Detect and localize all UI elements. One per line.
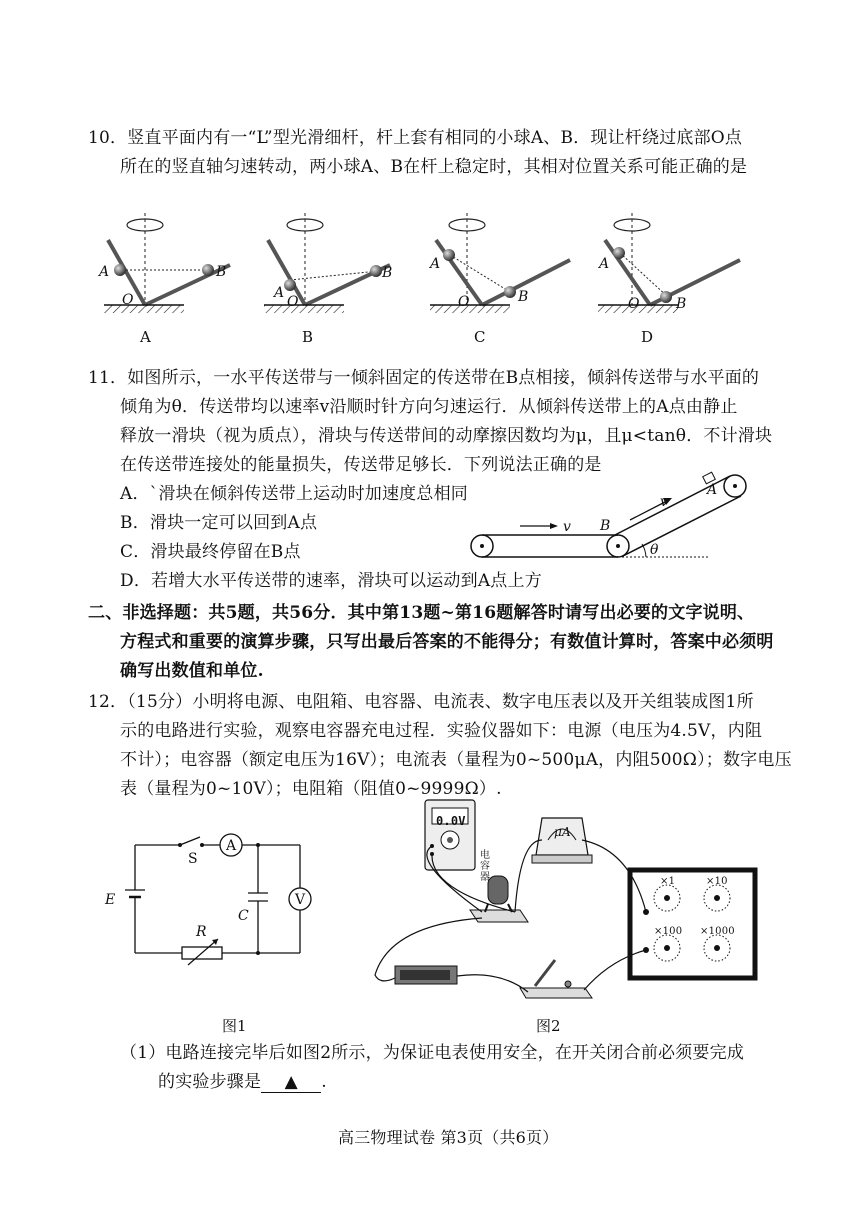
q10-b-label-a: A xyxy=(274,285,285,301)
q10-line2: 所在的竖直轴匀速转动，两小球A、B在杆上稳定时，其相对位置关系可能正确的是 xyxy=(120,157,748,177)
q11-fig-b: B xyxy=(600,518,611,534)
q10-c-label-b: B xyxy=(518,289,529,305)
q10-c-label-a: A xyxy=(430,256,441,272)
fig2-caption: 图2 xyxy=(536,1017,561,1035)
fig2-x1: ×1 xyxy=(660,876,676,887)
q10-a-label-a: A xyxy=(99,264,110,280)
q10-b-label-o: O xyxy=(287,294,299,310)
q10-a-label-b: B xyxy=(216,264,227,280)
q11-option-c: C．滑块最终停留在B点 xyxy=(120,542,301,562)
page-footer: 高三物理试卷 第3页（共6页） xyxy=(338,1128,559,1147)
section2-line3: 确写出数值和单位. xyxy=(120,661,264,681)
q12-sub1-suffix: . xyxy=(321,1072,327,1092)
q10-option-c: C xyxy=(474,328,486,346)
section2-line1: 二、非选择题：共5题，共56分．其中第13题~第16题解答时请写出必要的文字说明、 xyxy=(88,603,755,623)
q10-c-label-o: O xyxy=(458,294,470,310)
q11-fig-v-incline: v xyxy=(660,494,669,510)
q10-fig-d xyxy=(598,213,740,313)
q10-b-label-b: B xyxy=(382,265,393,281)
fig2-x1000: ×1000 xyxy=(700,926,735,937)
q11-fig-v-horizontal: v xyxy=(563,519,572,535)
q10-fig-c xyxy=(430,213,570,313)
q12-sub1-line2 xyxy=(158,1072,327,1093)
q10-figures xyxy=(0,205,868,355)
q11-fig-a: A xyxy=(707,482,718,498)
fig1-label-a: A xyxy=(226,838,237,854)
q12-sub1-line1: （1）电路连接完毕后如图2所示，为保证电表使用安全，在开关闭合前必须要完成 xyxy=(120,1043,745,1063)
q12-line3: 不计）；电容器（额定电压为16V）；电流表（量程为0~500μA，内阻500Ω）；数字电压 xyxy=(120,750,792,770)
fig1-label-e: E xyxy=(105,892,116,908)
fig2-voltmeter-display: 0.0V xyxy=(436,814,466,828)
q12-fig1-circuit xyxy=(120,835,320,975)
q11-line4: 在传送带连接处的能量损失，传送带足够长．下列说法正确的是 xyxy=(120,455,602,475)
fig2-x100: ×100 xyxy=(654,926,683,937)
q10-option-a: A xyxy=(140,328,151,346)
q12-line2: 示的电路进行实验，观察电容器充电过程．实验仪器如下：电源（电压为4.5V，内阻 xyxy=(120,721,763,741)
q12-line4: 表（量程为0~10V）；电阻箱（阻值0~9999Ω）. xyxy=(120,779,502,799)
q10-option-d: D xyxy=(641,328,654,346)
fig1-label-c: C xyxy=(238,908,249,924)
q12-sub1-prefix: 的实验步骤是 xyxy=(158,1072,262,1092)
q11-conveyor-figure xyxy=(470,460,770,580)
q10-d-label-a: A xyxy=(599,256,610,272)
fig1-label-r: R xyxy=(196,924,207,940)
answer-blank[interactable]: ▲ xyxy=(261,1072,321,1093)
q10-d-label-o: O xyxy=(628,296,640,312)
q11-option-a: A．`滑块在倾斜传送带上运动时加速度总相同 xyxy=(120,484,468,504)
q11-option-b: B．滑块一定可以回到A点 xyxy=(120,513,318,533)
fig2-capacitor-label: 电容器 xyxy=(480,850,490,883)
q11-line2: 倾角为θ．传送带均以速率v沿顺时针方向匀速运行．从倾斜传送带上的A点由静止 xyxy=(120,397,738,417)
section2-line2: 方程式和重要的演算步骤，只写出最后答案的不能得分；有数值计算时，答案中必须明 xyxy=(120,632,774,652)
q10-line1: 10．竖直平面内有一“L”型光滑细杆，杆上套有相同的小球A、B．现让杆绕过底部O点 xyxy=(88,128,743,148)
q10-option-b: B xyxy=(302,328,314,346)
q11-option-d: D．若增大水平传送带的速率，滑块可以运动到A点上方 xyxy=(120,571,542,591)
fig1-label-v: V xyxy=(295,892,306,908)
q10-a-label-o: O xyxy=(122,292,134,308)
fig1-label-s: S xyxy=(188,851,198,867)
fig2-x10: ×10 xyxy=(706,876,728,887)
q11-line1: 11．如图所示，一水平传送带与一倾斜固定的传送带在B点相接，倾斜传送带与水平面的 xyxy=(88,368,760,388)
q10-d-label-b: B xyxy=(676,296,687,312)
fig2-ammeter-label: μA xyxy=(554,825,571,839)
q11-fig-theta: θ xyxy=(650,542,659,558)
q12-line1: 12．（15分）小明将电源、电阻箱、电容器、电流表、数字电压表以及开关组装成图1所 xyxy=(88,692,754,712)
fig1-caption: 图1 xyxy=(222,1017,247,1035)
q11-line3: 释放一滑块（视为质点），滑块与传送带间的动摩擦因数均为μ，且μ<tanθ．不计滑块 xyxy=(120,426,773,446)
